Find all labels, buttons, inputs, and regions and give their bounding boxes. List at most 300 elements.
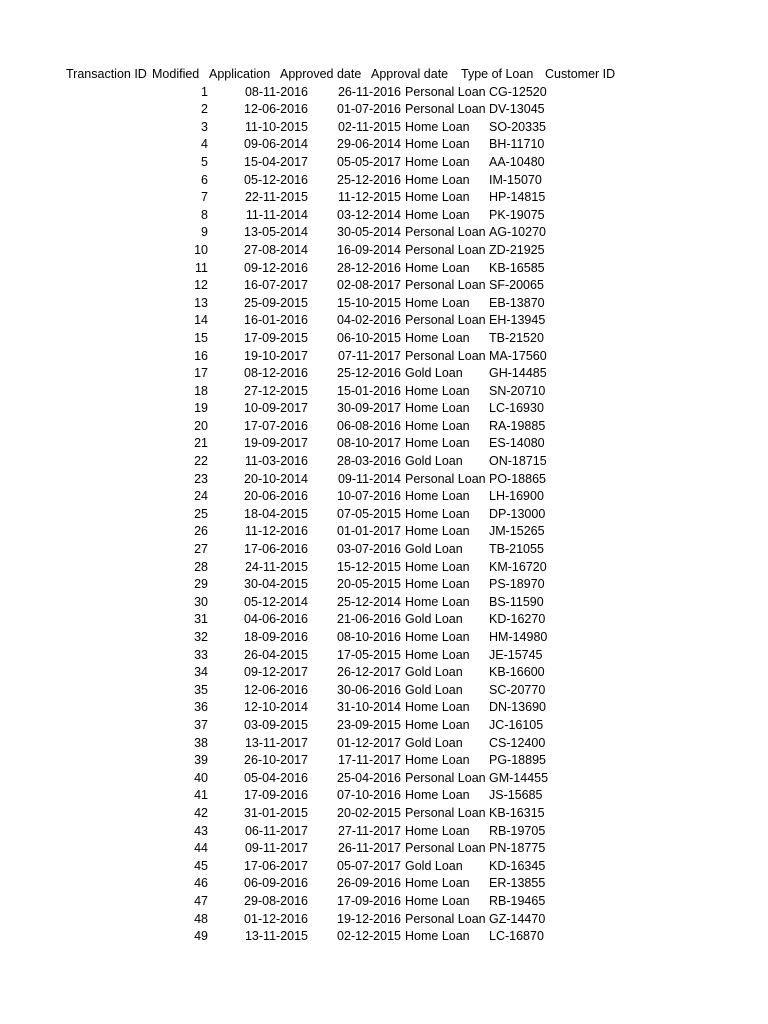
cell-transaction-id: 20	[194, 418, 208, 433]
cell-type-of-loan: Gold Loan	[405, 858, 463, 873]
cell-customer-id: ES-14080	[489, 436, 545, 451]
cell-transaction-id: 6	[201, 172, 208, 187]
table-row	[66, 471, 625, 489]
cell-customer-id: JC-16105	[489, 717, 544, 732]
cell-transaction-id: 30	[194, 594, 208, 609]
table-row	[66, 805, 625, 823]
cell-transaction-id: 19	[194, 401, 208, 416]
cell-customer-id: PN-18775	[489, 841, 546, 856]
cell-modified	[208, 629, 216, 647]
cell-approval-date: 15-10-2015	[337, 295, 401, 310]
cell-approval-date: 17-11-2017	[337, 753, 401, 768]
cell-transaction-id: 46	[194, 876, 208, 891]
table-row	[66, 224, 625, 242]
cell-application: 17-06-2016	[244, 542, 308, 557]
table-row	[66, 418, 625, 436]
cell-transaction-id: 13	[194, 295, 208, 310]
cell-customer-id: HP-14815	[489, 190, 546, 205]
cell-application: 05-12-2014	[244, 594, 308, 609]
cell-transaction-id: 35	[194, 682, 208, 697]
cell-customer-id: KB-16600	[489, 665, 545, 680]
table-row	[66, 735, 625, 753]
cell-transaction-id: 49	[194, 929, 208, 944]
cell-transaction-id: 27	[194, 542, 208, 557]
cell-application: 17-09-2016	[244, 788, 308, 803]
cell-application: 29-08-2016	[244, 893, 308, 908]
cell-customer-id: PG-18895	[489, 753, 546, 768]
cell-approval-date: 07-05-2015	[337, 506, 401, 521]
cell-customer-id: RB-19465	[489, 893, 546, 908]
cell-approval-date: 16-09-2014	[337, 242, 401, 257]
cell-type-of-loan: Home Loan	[405, 260, 470, 275]
cell-type-of-loan: Home Loan	[405, 190, 470, 205]
cell-approval-date: 20-05-2015	[337, 577, 401, 592]
cell-customer-id: GH-14485	[489, 366, 547, 381]
cell-approval-date: 30-09-2017	[337, 401, 401, 416]
cell-transaction-id: 28	[194, 559, 208, 574]
cell-application: 11-11-2014	[245, 207, 308, 222]
cell-transaction-id: 7	[201, 190, 208, 205]
cell-approval-date: 26-11-2016	[337, 84, 401, 99]
cell-approval-date: 03-07-2016	[337, 542, 401, 557]
cell-customer-id: SC-20770	[489, 682, 546, 697]
cell-customer-id: TB-21055	[489, 542, 544, 557]
cell-modified	[208, 400, 216, 418]
cell-customer-id: RA-19885	[489, 418, 546, 433]
cell-application: 25-09-2015	[244, 295, 308, 310]
cell-application: 26-04-2015	[244, 647, 308, 662]
cell-transaction-id: 12	[194, 278, 208, 293]
cell-transaction-id: 22	[194, 454, 208, 469]
cell-customer-id: RB-19705	[489, 823, 546, 838]
cell-application: 27-12-2015	[244, 383, 308, 398]
cell-customer-id: SF-20065	[489, 278, 544, 293]
cell-application: 17-07-2016	[244, 418, 308, 433]
cell-modified	[208, 189, 216, 207]
cell-customer-id: ER-13855	[489, 876, 546, 891]
cell-type-of-loan: Personal Loan	[405, 102, 486, 117]
cell-approval-date: 17-09-2016	[337, 893, 401, 908]
cell-approval-date: 01-12-2017	[337, 735, 401, 750]
table-row	[66, 840, 625, 858]
cell-transaction-id: 36	[194, 700, 208, 715]
cell-customer-id: MA-17560	[489, 348, 547, 363]
cell-transaction-id: 39	[194, 753, 208, 768]
cell-customer-id: PS-18970	[489, 577, 545, 592]
cell-modified	[208, 858, 216, 876]
cell-application: 11-12-2016	[244, 524, 308, 539]
cell-transaction-id: 33	[194, 647, 208, 662]
cell-application: 08-12-2016	[244, 366, 308, 381]
table-row	[66, 435, 625, 453]
cell-type-of-loan: Personal Loan	[405, 770, 486, 785]
cell-customer-id: DV-13045	[489, 102, 545, 117]
cell-transaction-id: 38	[194, 735, 208, 750]
table-row	[66, 594, 625, 612]
cell-customer-id: KB-16315	[489, 805, 545, 820]
cell-approval-date: 30-05-2014	[337, 225, 401, 240]
cell-transaction-id: 1	[201, 84, 208, 99]
cell-type-of-loan: Gold Loan	[405, 542, 463, 557]
table-row	[66, 295, 625, 313]
table-row	[66, 136, 625, 154]
cell-modified	[208, 488, 216, 506]
table-row	[66, 858, 625, 876]
cell-customer-id: EB-13870	[489, 295, 545, 310]
cell-modified	[208, 911, 216, 929]
cell-approval-date: 08-10-2017	[337, 436, 401, 451]
cell-type-of-loan: Home Loan	[405, 893, 470, 908]
table-row	[66, 119, 625, 137]
cell-approval-date: 09-11-2014	[337, 471, 401, 486]
cell-transaction-id: 15	[194, 330, 208, 345]
table-row	[66, 488, 625, 506]
table-row	[66, 928, 625, 946]
cell-modified	[208, 101, 216, 119]
cell-type-of-loan: Home Loan	[405, 630, 470, 644]
cell-transaction-id: 9	[201, 225, 208, 240]
cell-modified	[208, 207, 216, 225]
cell-application: 09-06-2014	[244, 137, 308, 152]
table-row	[66, 911, 625, 929]
cell-type-of-loan: Personal Loan	[405, 348, 486, 363]
cell-type-of-loan: Home Loan	[405, 137, 470, 152]
table-row	[66, 752, 625, 770]
cell-approval-date: 07-11-2017	[337, 348, 401, 363]
cell-transaction-id: 2	[201, 102, 208, 117]
cell-modified	[208, 312, 216, 330]
cell-approval-date: 02-12-2015	[337, 929, 401, 944]
cell-customer-id: ON-18715	[489, 454, 547, 469]
cell-approval-date: 25-12-2016	[337, 366, 401, 381]
table-row	[66, 312, 625, 330]
cell-application: 19-10-2017	[244, 348, 308, 363]
cell-transaction-id: 34	[194, 665, 208, 680]
cell-transaction-id: 11	[195, 260, 208, 275]
cell-type-of-loan: Home Loan	[405, 647, 470, 662]
cell-application: 31-01-2015	[244, 805, 308, 820]
table-row	[66, 682, 625, 700]
cell-customer-id: AG-10270	[489, 225, 546, 240]
cell-approval-date: 05-07-2017	[337, 858, 401, 873]
table-row	[66, 699, 625, 717]
cell-approval-date: 17-05-2015	[337, 647, 401, 662]
cell-modified	[208, 682, 216, 700]
cell-customer-id: AA-10480	[489, 154, 545, 169]
cell-customer-id: KB-16585	[489, 260, 545, 275]
cell-modified	[208, 647, 216, 665]
cell-type-of-loan: Gold Loan	[405, 682, 463, 697]
cell-modified	[208, 805, 216, 823]
cell-approval-date: 28-03-2016	[337, 454, 401, 469]
cell-approval-date: 25-12-2016	[337, 172, 401, 187]
cell-application: 17-06-2017	[244, 858, 308, 873]
cell-application: 10-09-2017	[244, 401, 308, 416]
cell-modified	[208, 348, 216, 366]
cell-modified	[208, 506, 216, 524]
cell-approval-date: 06-08-2016	[337, 418, 401, 433]
cell-modified	[208, 330, 216, 348]
table-row	[66, 787, 625, 805]
cell-approval-date: 04-02-2016	[337, 313, 401, 328]
cell-type-of-loan: Home Loan	[405, 876, 470, 891]
header-approval-date: Approval date	[371, 67, 449, 81]
cell-modified	[208, 787, 216, 805]
cell-type-of-loan: Home Loan	[405, 823, 470, 838]
cell-transaction-id: 17	[194, 366, 208, 381]
cell-approval-date: 03-12-2014	[337, 207, 401, 222]
cell-type-of-loan: Gold Loan	[405, 612, 463, 627]
cell-transaction-id: 45	[194, 858, 208, 873]
cell-approval-date: 26-12-2017	[337, 665, 401, 680]
cell-transaction-id: 14	[194, 313, 208, 328]
cell-customer-id: KD-16345	[489, 858, 546, 873]
cell-application: 26-10-2017	[244, 753, 308, 768]
header-modified: Modified	[152, 67, 200, 81]
cell-customer-id: SO-20335	[489, 119, 546, 134]
table-row	[66, 523, 625, 541]
table-row	[66, 629, 625, 647]
cell-application: 04-06-2016	[244, 612, 308, 627]
cell-application: 09-11-2017	[244, 841, 308, 856]
header-row	[66, 66, 625, 84]
table-row	[66, 559, 625, 577]
table-row	[66, 242, 625, 260]
cell-approval-date: 21-06-2016	[337, 612, 401, 627]
cell-application: 05-12-2016	[244, 172, 308, 187]
cell-modified	[208, 928, 216, 946]
cell-modified	[208, 136, 216, 154]
cell-modified	[208, 893, 216, 911]
cell-application: 16-07-2017	[244, 278, 308, 293]
cell-modified	[208, 840, 216, 858]
cell-customer-id: GM-14455	[489, 770, 549, 785]
table-row	[66, 611, 625, 629]
cell-modified	[208, 735, 216, 753]
cell-approval-date: 11-12-2015	[337, 190, 401, 205]
cell-type-of-loan: Home Loan	[405, 489, 470, 504]
cell-transaction-id: 24	[194, 489, 208, 504]
cell-transaction-id: 21	[194, 436, 208, 451]
cell-transaction-id: 44	[194, 841, 208, 856]
cell-application: 06-11-2017	[244, 823, 308, 838]
cell-customer-id: KM-16720	[489, 559, 547, 574]
cell-transaction-id: 41	[194, 788, 208, 803]
cell-approval-date: 27-11-2017	[337, 823, 401, 838]
cell-customer-id: HM-14980	[489, 630, 548, 644]
cell-approval-date: 07-10-2016	[337, 788, 401, 803]
cell-approval-date: 20-02-2015	[337, 805, 401, 820]
cell-application: 06-09-2016	[244, 876, 308, 891]
cell-transaction-id: 23	[194, 471, 208, 486]
cell-application: 03-09-2015	[244, 717, 308, 732]
cell-transaction-id: 16	[194, 348, 208, 363]
cell-type-of-loan: Personal Loan	[405, 225, 486, 240]
cell-customer-id: CS-12400	[489, 735, 546, 750]
cell-type-of-loan: Home Loan	[405, 559, 470, 574]
table-row	[66, 453, 625, 471]
cell-type-of-loan: Home Loan	[405, 524, 470, 539]
cell-customer-id: LC-16930	[489, 401, 544, 416]
table-row	[66, 207, 625, 225]
cell-modified	[208, 594, 216, 612]
cell-modified	[208, 154, 216, 172]
cell-approval-date: 15-01-2016	[337, 383, 401, 398]
cell-modified	[208, 664, 216, 682]
cell-transaction-id: 5	[201, 154, 208, 169]
cell-type-of-loan: Home Loan	[405, 929, 470, 944]
table-row	[66, 664, 625, 682]
cell-application: 12-10-2014	[244, 700, 308, 715]
cell-type-of-loan: Personal Loan	[405, 471, 486, 486]
table-row	[66, 260, 625, 278]
cell-customer-id: GZ-14470	[489, 911, 546, 926]
table-row	[66, 770, 625, 788]
cell-transaction-id: 40	[194, 770, 208, 785]
cell-approval-date: 08-10-2016	[337, 630, 401, 644]
cell-modified	[208, 823, 216, 841]
table-row	[66, 893, 625, 911]
cell-application: 13-11-2015	[244, 929, 308, 944]
cell-approval-date: 23-09-2015	[337, 717, 401, 732]
cell-approval-date: 25-04-2016	[337, 770, 401, 785]
cell-customer-id: DP-13000	[489, 506, 546, 521]
cell-application: 09-12-2016	[244, 260, 308, 275]
cell-type-of-loan: Home Loan	[405, 330, 470, 345]
cell-transaction-id: 31	[194, 612, 208, 627]
cell-transaction-id: 29	[194, 577, 208, 592]
cell-modified	[208, 365, 216, 383]
cell-transaction-id: 8	[201, 207, 208, 222]
cell-customer-id: JE-15745	[489, 647, 543, 662]
table-row	[66, 154, 625, 172]
cell-type-of-loan: Gold Loan	[405, 366, 463, 381]
cell-customer-id: PK-19075	[489, 207, 545, 222]
cell-transaction-id: 32	[194, 630, 208, 644]
cell-modified	[208, 84, 216, 102]
cell-type-of-loan: Home Loan	[405, 717, 470, 732]
cell-transaction-id: 10	[194, 242, 208, 257]
cell-customer-id: IM-15070	[489, 172, 542, 187]
cell-type-of-loan: Personal Loan	[405, 841, 486, 856]
cell-type-of-loan: Gold Loan	[405, 735, 463, 750]
cell-approval-date: 19-12-2016	[337, 911, 401, 926]
cell-application: 12-06-2016	[244, 682, 308, 697]
cell-type-of-loan: Home Loan	[405, 788, 470, 803]
cell-approval-date: 28-12-2016	[337, 260, 401, 275]
cell-customer-id: ZD-21925	[489, 242, 545, 257]
cell-modified	[208, 559, 216, 577]
cell-type-of-loan: Home Loan	[405, 295, 470, 310]
cell-type-of-loan: Home Loan	[405, 753, 470, 768]
cell-modified	[208, 770, 216, 788]
cell-application: 27-08-2014	[244, 242, 308, 257]
table-row	[66, 717, 625, 735]
cell-application: 18-09-2016	[244, 630, 308, 644]
cell-customer-id: SN-20710	[489, 383, 546, 398]
cell-customer-id: KD-16270	[489, 612, 546, 627]
cell-customer-id: BH-11710	[489, 137, 545, 152]
cell-approval-date: 26-09-2016	[337, 876, 401, 891]
cell-modified	[208, 523, 216, 541]
cell-modified	[208, 119, 216, 137]
cell-approval-date: 06-10-2015	[337, 330, 401, 345]
cell-application: 16-01-2016	[244, 313, 308, 328]
cell-type-of-loan: Home Loan	[405, 154, 470, 169]
cell-application: 13-11-2017	[244, 735, 308, 750]
cell-customer-id: DN-13690	[489, 700, 546, 715]
table-row	[66, 84, 625, 102]
table-row	[66, 189, 625, 207]
table-row	[66, 400, 625, 418]
cell-type-of-loan: Home Loan	[405, 700, 470, 715]
cell-modified	[208, 453, 216, 471]
header-transaction-id: Transaction ID	[66, 67, 147, 81]
cell-approval-date: 02-11-2015	[337, 119, 401, 134]
cell-modified	[208, 242, 216, 260]
cell-customer-id: CG-12520	[489, 84, 547, 99]
cell-transaction-id: 37	[194, 717, 208, 732]
cell-transaction-id: 47	[194, 893, 208, 908]
cell-modified	[208, 541, 216, 559]
header-customer-id: Customer ID	[545, 67, 616, 81]
cell-application: 01-12-2016	[244, 911, 308, 926]
cell-modified	[208, 752, 216, 770]
cell-type-of-loan: Home Loan	[405, 383, 470, 398]
cell-approval-date: 26-11-2017	[337, 841, 401, 856]
cell-type-of-loan: Home Loan	[405, 436, 470, 451]
cell-modified	[208, 418, 216, 436]
cell-approval-date: 29-06-2014	[337, 137, 401, 152]
cell-approval-date: 25-12-2014	[337, 594, 401, 609]
cell-transaction-id: 4	[201, 137, 208, 152]
cell-type-of-loan: Home Loan	[405, 577, 470, 592]
table-row	[66, 277, 625, 295]
cell-type-of-loan: Personal Loan	[405, 242, 486, 257]
cell-modified	[208, 576, 216, 594]
cell-type-of-loan: Home Loan	[405, 207, 470, 222]
cell-application: 18-04-2015	[244, 506, 308, 521]
header-type-of-loan: Type of Loan	[461, 67, 534, 81]
header-application: Application	[209, 67, 271, 81]
cell-type-of-loan: Gold Loan	[405, 454, 463, 469]
cell-type-of-loan: Home Loan	[405, 172, 470, 187]
cell-modified	[208, 435, 216, 453]
table-row	[66, 365, 625, 383]
cell-approval-date: 05-05-2017	[337, 154, 401, 169]
loan-transactions-sheet	[66, 66, 625, 946]
table-row	[66, 875, 625, 893]
cell-type-of-loan: Home Loan	[405, 506, 470, 521]
cell-type-of-loan: Personal Loan	[405, 84, 486, 99]
cell-application: 11-10-2015	[244, 119, 308, 134]
cell-type-of-loan: Personal Loan	[405, 278, 486, 293]
cell-modified	[208, 295, 216, 313]
cell-approval-date: 10-07-2016	[337, 489, 401, 504]
cell-approval-date: 30-06-2016	[337, 682, 401, 697]
cell-transaction-id: 3	[201, 119, 208, 134]
cell-modified	[208, 277, 216, 295]
cell-application: 20-10-2014	[244, 471, 308, 486]
cell-type-of-loan: Gold Loan	[405, 665, 463, 680]
table-row	[66, 383, 625, 401]
table-row	[66, 506, 625, 524]
cell-type-of-loan: Home Loan	[405, 418, 470, 433]
table-row	[66, 647, 625, 665]
cell-type-of-loan: Personal Loan	[405, 805, 486, 820]
table-row	[66, 101, 625, 119]
table-row	[66, 576, 625, 594]
